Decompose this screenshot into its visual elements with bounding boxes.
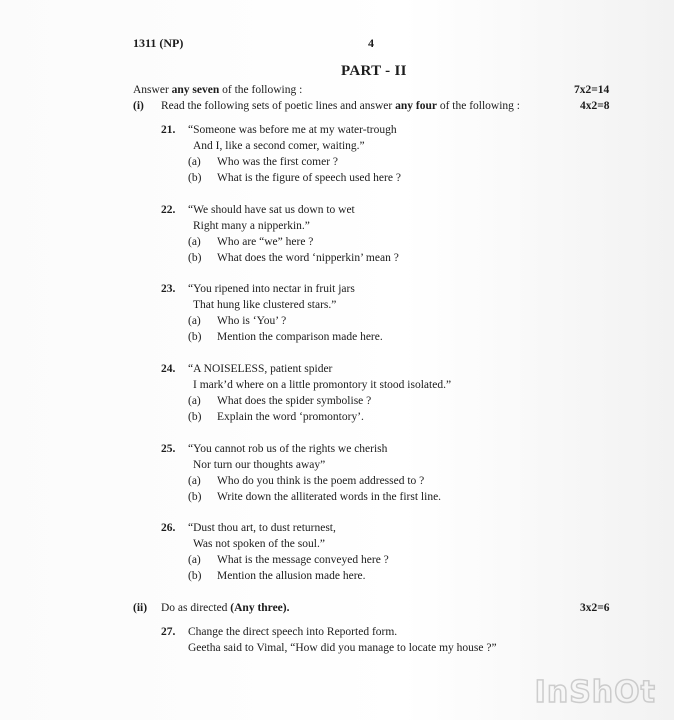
poem-line: That hung like clustered stars.”	[193, 299, 337, 311]
sub-label: (a)	[188, 236, 201, 248]
section-i-text: Read the following sets of poetic lines and answer any four of the following :	[161, 100, 520, 112]
poem-line: And I, like a second comer, waiting.”	[193, 140, 365, 152]
sub-label: (a)	[188, 156, 201, 168]
question-number: 21.	[161, 124, 176, 136]
instruction-marks: 7x2=14	[574, 84, 610, 96]
sub-question: What is the figure of speech used here ?	[217, 172, 401, 184]
sub-question: Mention the comparison made here.	[217, 331, 383, 343]
sub-question: What does the word ‘nipperkin’ mean ?	[217, 252, 399, 264]
sub-question: Who are “we” here ?	[217, 236, 314, 248]
page-number: 4	[368, 36, 374, 50]
sub-question: Who do you think is the poem addressed to ?	[217, 475, 425, 487]
poem-line: “Someone was before me at my water-trough	[188, 124, 397, 136]
poem-line: Was not spoken of the soul.”	[193, 538, 325, 550]
poem-line: I mark’d where on a little promontory it stood isolated.”	[193, 379, 452, 391]
instruction-text: Answer any seven of the following :	[133, 84, 303, 96]
sub-label: (a)	[188, 395, 201, 407]
poem-line: “You cannot rob us of the rights we cherish	[188, 443, 388, 455]
section-ii-marks: 3x2=6	[580, 602, 610, 614]
poem-line: “We should have sat us down to wet	[188, 204, 355, 216]
question-text: Change the direct speech into Reported form.	[188, 626, 398, 638]
poem-line: “Dust thou art, to dust returnest,	[188, 522, 336, 534]
sub-question: Who was the first comer ?	[217, 156, 339, 168]
question-number: 25.	[161, 443, 176, 455]
sub-question: What does the spider symbolise ?	[217, 395, 372, 407]
sub-label: (b)	[188, 331, 202, 343]
question-number: 22.	[161, 204, 176, 216]
inshot-watermark: InShOt	[534, 675, 656, 710]
question-number: 26.	[161, 522, 176, 534]
section-ii-text: Do as directed (Any three).	[161, 602, 290, 614]
section-i-marks: 4x2=8	[580, 100, 610, 112]
poem-line: Nor turn our thoughts away”	[193, 459, 326, 471]
section-i-number: (i)	[133, 100, 144, 112]
sub-question: Mention the allusion made here.	[217, 570, 366, 582]
sub-question: What is the message conveyed here ?	[217, 554, 389, 566]
sub-label: (b)	[188, 172, 202, 184]
sub-question: Write down the alliterated words in the first line.	[217, 491, 442, 503]
question-number: 27.	[161, 626, 176, 638]
sub-label: (b)	[188, 491, 202, 503]
sub-label: (a)	[188, 554, 201, 566]
sub-question: Explain the word ‘promontory’.	[217, 411, 364, 423]
section-ii-number: (ii)	[133, 602, 148, 614]
paper-code: 1311 (NP)	[133, 36, 184, 50]
question-text: Geetha said to Vimal, “How did you manage to locate my house ?”	[188, 642, 497, 654]
poem-line: “You ripened into nectar in fruit jars	[188, 283, 355, 295]
sub-label: (a)	[188, 475, 201, 487]
part-title: PART - II	[341, 63, 407, 79]
sub-label: (b)	[188, 411, 202, 423]
sub-label: (b)	[188, 570, 202, 582]
question-number: 24.	[161, 363, 176, 375]
poem-line: Right many a nipperkin.”	[193, 220, 310, 232]
sub-label: (a)	[188, 315, 201, 327]
question-number: 23.	[161, 283, 176, 295]
poem-line: “A NOISELESS, patient spider	[188, 363, 333, 375]
sub-question: Who is ‘You’ ?	[217, 315, 287, 327]
sub-label: (b)	[188, 252, 202, 264]
